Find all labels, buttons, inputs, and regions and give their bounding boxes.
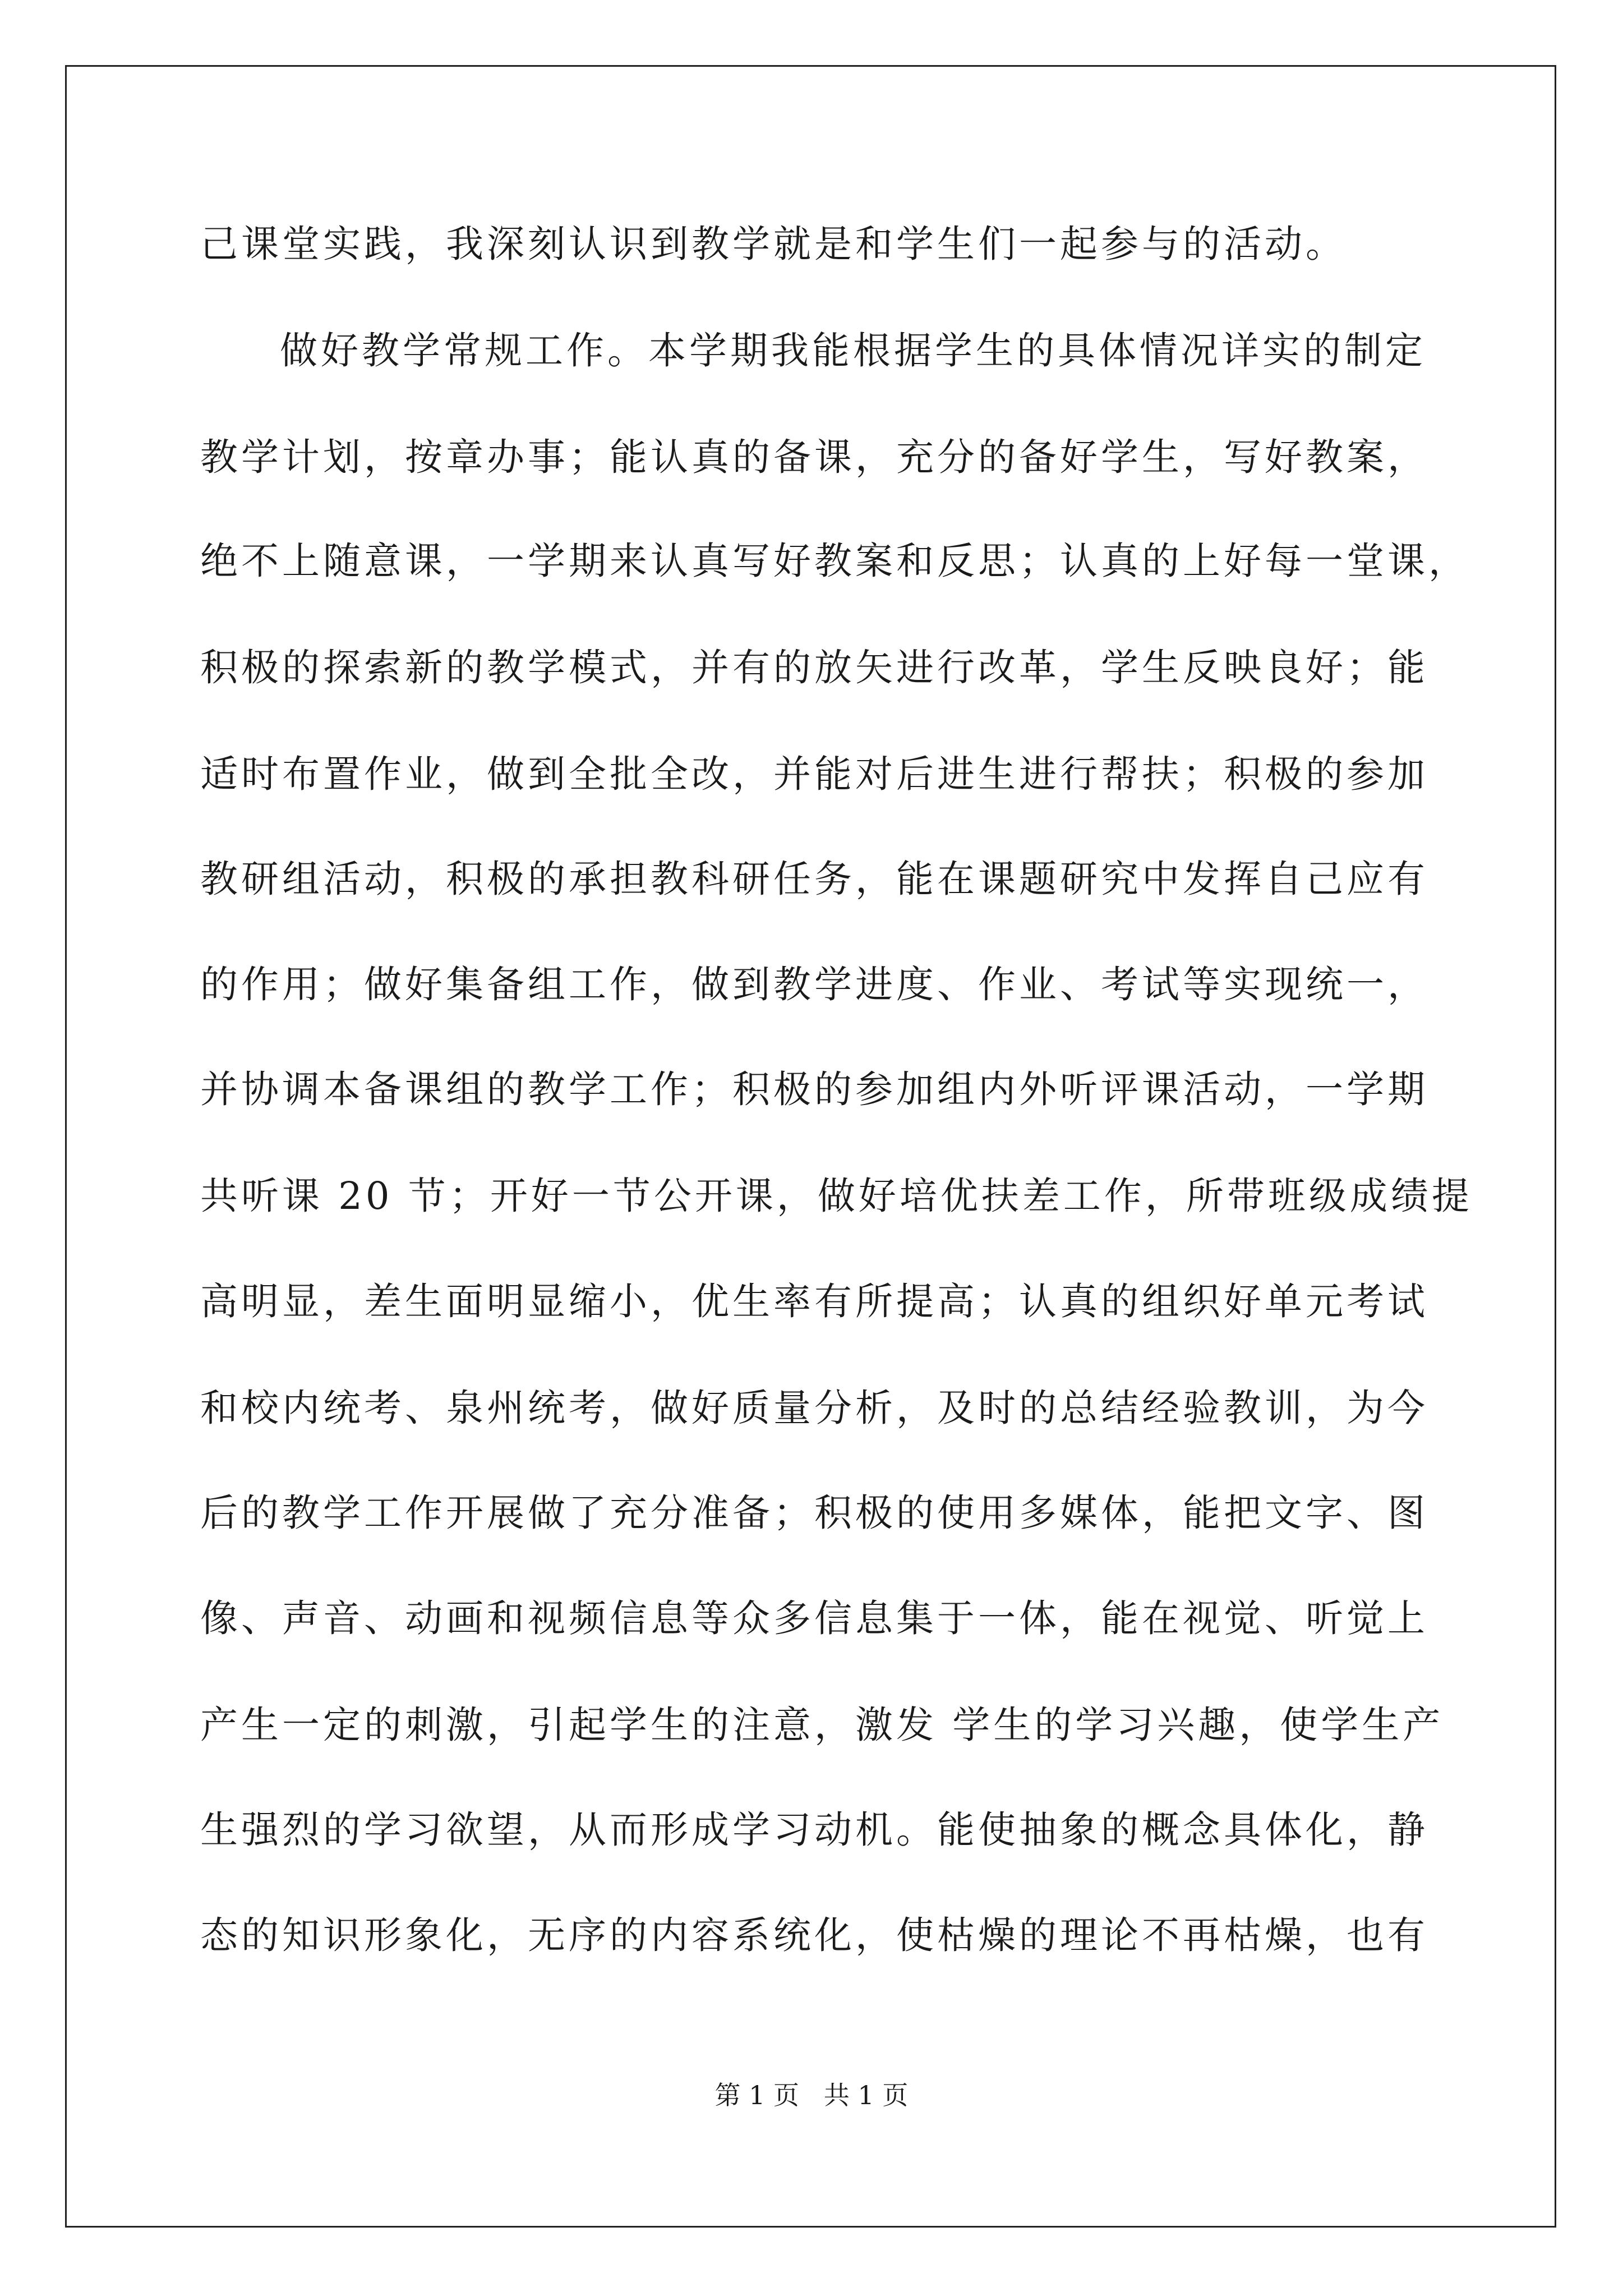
paragraph-line: 后的教学工作开展做了充分准备；积极的使用多媒体，能把文字、图 (200, 1491, 1428, 1535)
paragraph-line: 绝不上随意课，一学期来认真写好教案和反思；认真的上好每一堂课， (200, 539, 1469, 583)
paragraph-line: 的作用；做好集备组工作，做到教学进度、作业、考试等实现统一， (200, 963, 1428, 1006)
paragraph-line: 高明显，差生面明显缩小，优生率有所提高；认真的组织好单元考试 (200, 1280, 1428, 1323)
paragraph-line: 和校内统考、泉州统考，做好质量分析，及时的总结经验教训，为今 (200, 1386, 1428, 1430)
paragraph-line: 共听课 20 节；开好一节公开课，做好培优扶差工作，所带班级成绩提 (200, 1174, 1473, 1218)
page-border (65, 65, 1556, 2228)
paragraph-line: 教学计划，按章办事；能认真的备课，充分的备好学生，写好教案， (200, 435, 1428, 479)
paragraph-line: 教研组活动，积极的承担教科研任务，能在课题研究中发挥自己应有 (200, 857, 1428, 901)
paragraph-line: 己课堂实践，我深刻认识到教学就是和学生们一起参与的活动。 (200, 222, 1347, 266)
paragraph-line: 适时布置作业，做到全批全改，并能对后进生进行帮扶；积极的参加 (200, 752, 1428, 796)
paragraph-line: 并协调本备课组的教学工作；积极的参加组内外听评课活动，一学期 (200, 1068, 1428, 1111)
paragraph-line: 产生一定的刺激，引起学生的注意，激发 学生的学习兴趣，使学生产 (200, 1703, 1444, 1747)
paragraph-line: 积极的探索新的教学模式，并有的放矢进行改革，学生反映良好；能 (200, 646, 1428, 689)
paragraph-line: 像、声音、动画和视频信息等众多信息集于一体，能在视觉、听觉上 (200, 1596, 1428, 1640)
paragraph-line: 做好教学常规工作。本学期我能根据学生的具体情况详实的制定 (280, 329, 1426, 372)
paragraph-line: 态的知识形象化，无序的内容系统化，使枯燥的理论不再枯燥，也有 (200, 1913, 1428, 1957)
page-number-footer: 第 1 页 共 1 页 (714, 2080, 909, 2110)
paragraph-line: 生强烈的学习欲望，从而形成学习动机。能使抽象的概念具体化，静 (200, 1808, 1428, 1852)
